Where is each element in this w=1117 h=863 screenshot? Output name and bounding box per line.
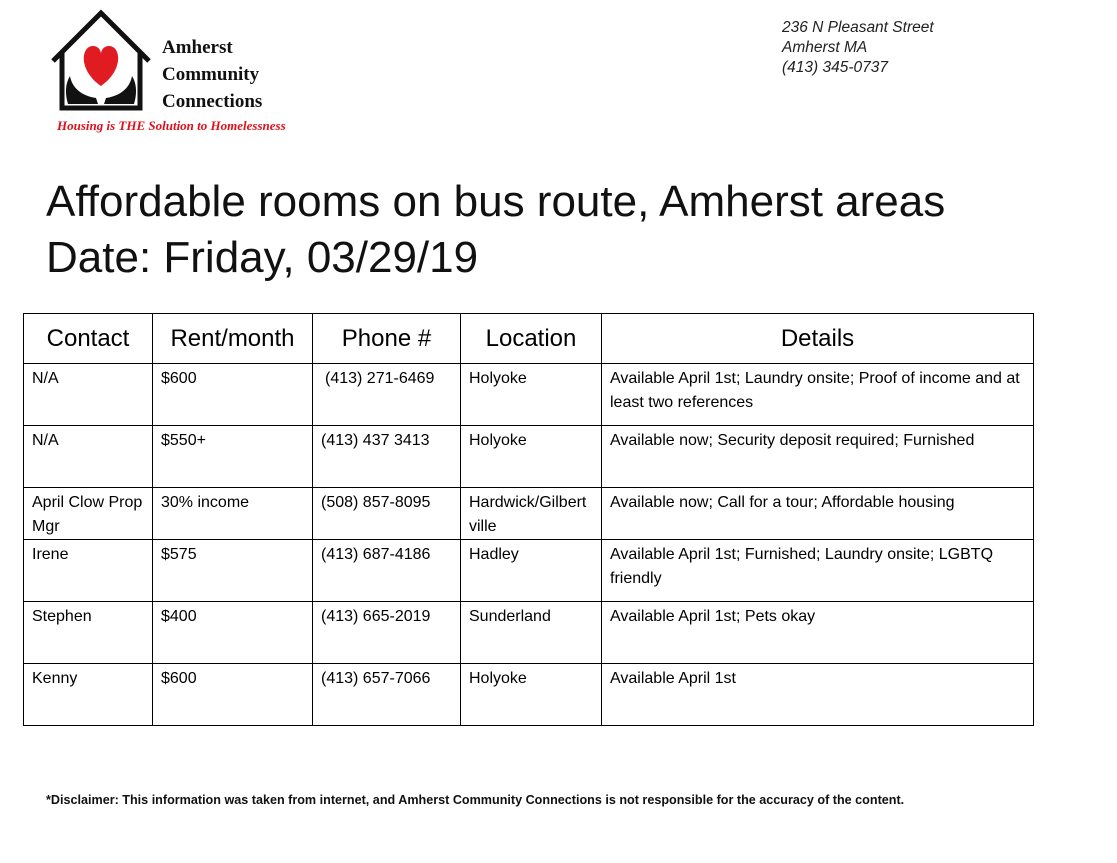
- phone-cell: (413) 437 3413: [313, 426, 461, 488]
- street-address: 236 N Pleasant Street: [782, 19, 934, 36]
- disclaimer: *Disclaimer: This information was taken from internet, and Amherst Community Connections is not responsible for the accuracy of the content.: [46, 793, 905, 807]
- date-line: Date: Friday, 03/29/19: [46, 233, 479, 282]
- house-heart-hands-icon: [48, 8, 158, 116]
- phone-cell: (413) 665-2019: [313, 602, 461, 664]
- title-line: Affordable rooms on bus route, Amherst areas: [46, 177, 946, 226]
- rent-cell: $575: [153, 540, 313, 602]
- org-name: Amherst Community Connections: [162, 37, 263, 112]
- column-header-contact: Contact: [24, 314, 153, 364]
- phone-cell: (413) 657-7066: [313, 664, 461, 726]
- contact-cell: N/A: [24, 426, 153, 488]
- details-cell: Available April 1st: [602, 664, 1034, 726]
- phone-cell: (508) 857-8095: [313, 488, 461, 540]
- details-cell: Available April 1st; Pets okay: [602, 602, 1034, 664]
- rent-cell: $400: [153, 602, 313, 664]
- rent-cell: $600: [153, 364, 313, 426]
- column-header-phone: Phone #: [313, 314, 461, 364]
- table-row: [24, 426, 1034, 488]
- tagline: Housing is THE Solution to Homelessness: [57, 118, 286, 133]
- table-row: [24, 664, 1034, 726]
- phone-cell: (413) 687-4186: [313, 540, 461, 602]
- location-cell: Holyoke: [461, 426, 602, 488]
- city-state: Amherst MA: [782, 39, 868, 56]
- column-header-location: Location: [461, 314, 602, 364]
- table-row: [24, 488, 1034, 540]
- details-cell: Available April 1st; Furnished; Laundry onsite; LGBTQ friendly: [602, 540, 1034, 602]
- phone-cell: (413) 271-6469: [313, 364, 461, 426]
- table-header-row: [24, 314, 1034, 364]
- listings-table: [23, 313, 1034, 726]
- column-header-details: Details: [602, 314, 1034, 364]
- address-block: [782, 18, 934, 78]
- contact-cell: April Clow Prop Mgr: [24, 488, 153, 540]
- page-title: [46, 174, 945, 286]
- location-cell: Hardwick/Gilbertville: [461, 488, 602, 540]
- rent-cell: $600: [153, 664, 313, 726]
- location-cell: Holyoke: [461, 364, 602, 426]
- contact-cell: N/A: [24, 364, 153, 426]
- details-cell: Available April 1st; Laundry onsite; Proof of income and at least two references: [602, 364, 1034, 426]
- rent-cell: $550+: [153, 426, 313, 488]
- table-row: [24, 364, 1034, 426]
- rent-cell: 30% income: [153, 488, 313, 540]
- details-cell: Available now; Security deposit required; Furnished: [602, 426, 1034, 488]
- table-row: [24, 602, 1034, 664]
- location-cell: Sunderland: [461, 602, 602, 664]
- table-row: [24, 540, 1034, 602]
- contact-cell: Irene: [24, 540, 153, 602]
- details-cell: Available now; Call for a tour; Affordable housing: [602, 488, 1034, 540]
- phone-number: (413) 345-0737: [782, 59, 888, 76]
- logo: [48, 8, 348, 138]
- contact-cell: Stephen: [24, 602, 153, 664]
- location-cell: Hadley: [461, 540, 602, 602]
- column-header-rent: Rent/month: [153, 314, 313, 364]
- contact-cell: Kenny: [24, 664, 153, 726]
- location-cell: Holyoke: [461, 664, 602, 726]
